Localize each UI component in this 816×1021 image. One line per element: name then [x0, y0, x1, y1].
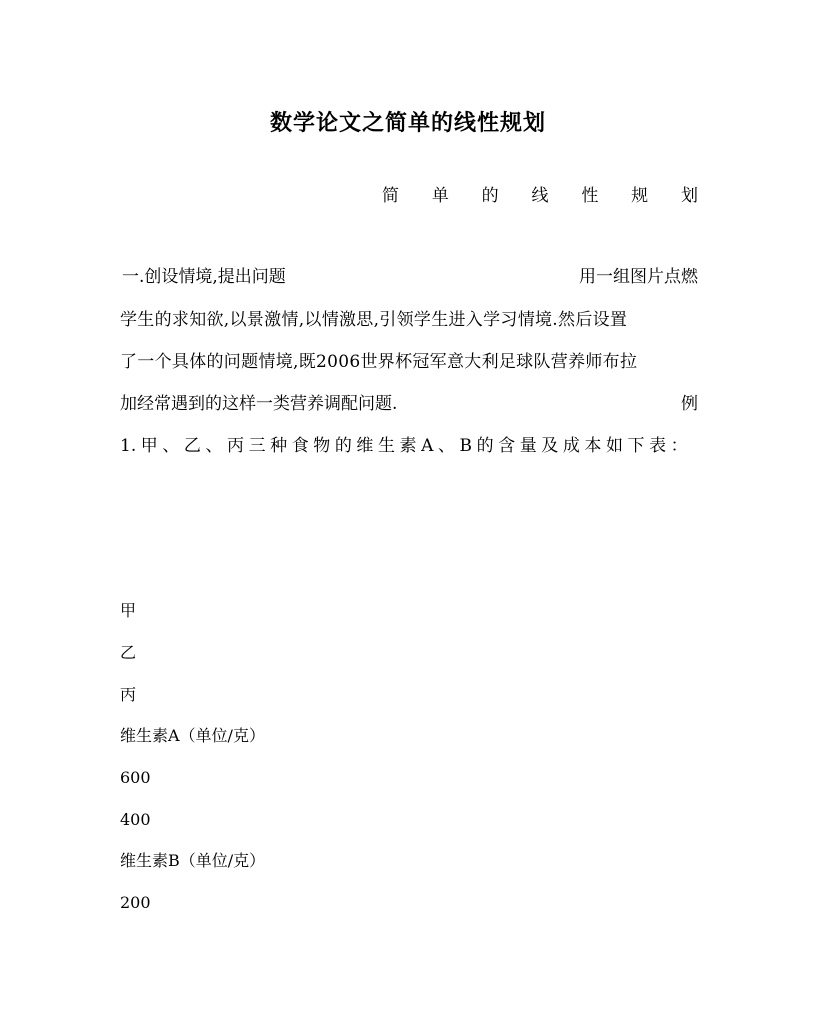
paragraph-char: 、 [437, 436, 455, 456]
paragraph-char: 种 [270, 436, 288, 456]
paragraph-char: 量 [519, 436, 537, 456]
paragraph-char: 丙 [227, 436, 245, 456]
paragraph-char: 生 [377, 436, 395, 456]
paragraph-char: 表 [649, 436, 667, 456]
paragraph-char: ： [670, 436, 688, 456]
subtitle-char: 简 [382, 186, 399, 206]
paragraph-line-1 [120, 264, 698, 290]
paragraph-line-3: 了一个具体的问题情境,既2006世界杯冠军意大利足球队营养师布拉 [120, 352, 638, 372]
subtitle-char: 划 [680, 186, 698, 206]
paragraph-text: 加经常遇到的这样一类营养调配问题. [120, 394, 398, 414]
table-cell: 600 [120, 768, 151, 787]
subtitle-char: 线 [531, 186, 549, 206]
paragraph-char: 成 [562, 436, 580, 456]
paragraph-char: 的 [476, 436, 494, 456]
paragraph-text: 例 [681, 394, 698, 414]
paragraph-char: 、 [162, 436, 180, 456]
paragraph-char: 食 [291, 436, 309, 456]
paragraph-char: 下 [627, 436, 645, 456]
paragraph-line-5 [120, 433, 688, 459]
table-cell: 200 [120, 893, 151, 912]
paragraph-char: 三 [248, 436, 266, 456]
paragraph-line-2: 学生的求知欲,以景激情,以情激思,引领学生进入学习情境.然后设置 [120, 310, 628, 330]
paragraph-char: B [459, 436, 473, 456]
paragraph-char: 及 [541, 436, 559, 456]
paragraph-char: A [421, 436, 434, 456]
paragraph-char: 含 [498, 436, 516, 456]
subtitle-char: 规 [631, 186, 649, 206]
table-cell: 乙 [120, 643, 137, 662]
subtitle-char: 单 [431, 186, 449, 206]
document-subtitle [382, 183, 698, 209]
paragraph-char: 乙 [183, 436, 201, 456]
subtitle-char: 的 [481, 186, 499, 206]
table-cell: 维生素B（单位/克） [120, 851, 266, 870]
paragraph-char: 素 [399, 436, 417, 456]
paragraph-char: 1. [120, 436, 137, 456]
paragraph-char: 、 [205, 436, 223, 456]
paragraph-char: 维 [356, 436, 374, 456]
section-heading: 一.创设情境,提出问题 [122, 267, 286, 287]
table-cell: 维生素A（单位/克） [120, 726, 265, 745]
paragraph-char: 如 [605, 436, 623, 456]
table-cell: 甲 [120, 601, 137, 620]
paragraph-char: 的 [334, 436, 352, 456]
paragraph-char: 本 [584, 436, 602, 456]
paragraph-char: 甲 [140, 436, 158, 456]
paragraph-line-4 [120, 391, 698, 417]
paragraph-char: 物 [313, 436, 331, 456]
document-title: 数学论文之简单的线性规划 [269, 110, 546, 136]
table-cell: 400 [120, 810, 151, 829]
subtitle-char: 性 [581, 186, 599, 206]
paragraph-text: 用一组图片点燃 [579, 267, 698, 287]
table-cell: 丙 [120, 685, 137, 704]
